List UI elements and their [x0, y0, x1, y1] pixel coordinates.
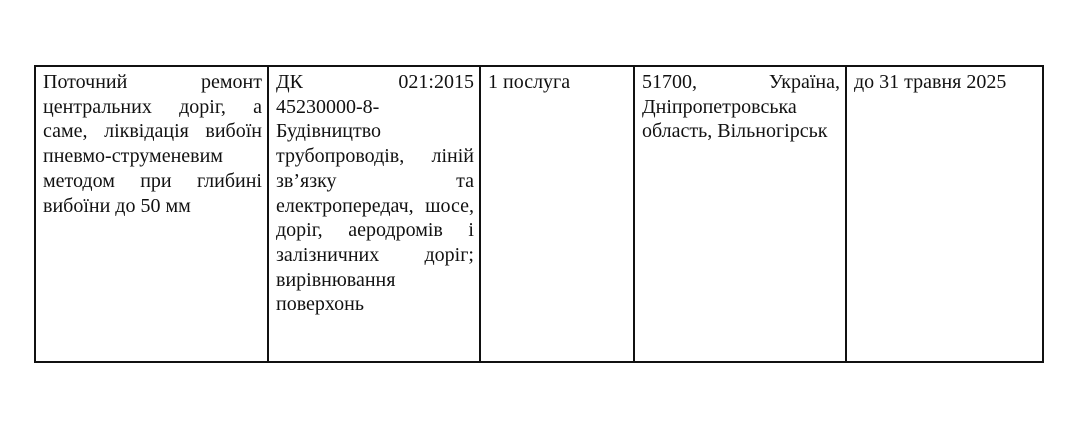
- deadline-cell: до 31 травня 2025: [846, 66, 1043, 362]
- location-cell: 51700, Україна, Дніпропетровська область, Вільногірськ: [634, 66, 846, 362]
- table-row: [35, 66, 1043, 362]
- dk-code-cell: ДК 021:2015 45230000-8- Будівництво трубопроводів, ліній зв’язку та електропередач, шосе, доріг, аеродромів і залізничних доріг; вирівнювання поверхонь: [268, 66, 480, 362]
- procurement-table: [34, 65, 1044, 363]
- description-cell: Поточний ремонт центральних доріг, а саме, ліквідація вибоїн пневмо-струменевим методом при глибині вибоїни до 50 мм: [35, 66, 268, 362]
- quantity-cell: 1 послуга: [480, 66, 634, 362]
